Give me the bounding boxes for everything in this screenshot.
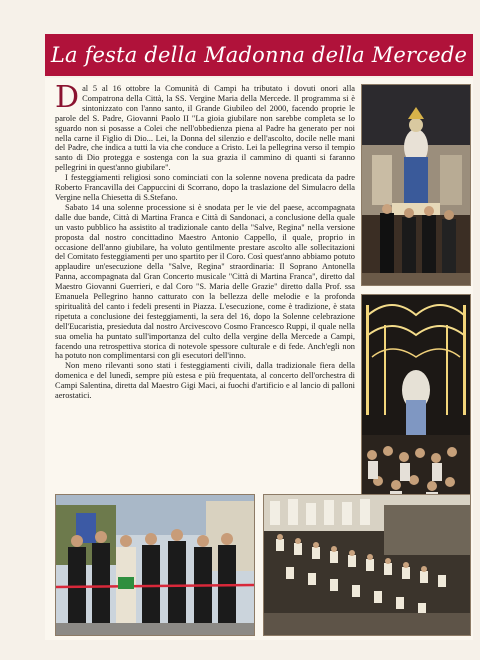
paragraph-3: Sabato 14 una solenne processione si è snodata per le vie del paese, accompagnata dalle due bande, Città di Martina Franca e Città di Sandonaci, a conclusione della quale un vasto pubblico ha assistito al tradizionale canto della "Salve, Regina" nella versione proposta dal nostro concittadino Maestro Antonio Cappello, il quale, proprio in occasione dell'anno giubilare, ha voluto gentilmente prestare ascolto alle sollecitazioni del Comitato festeggiamenti per uno spartito per il Coro. Così quest'anno abbiamo potuto applaudire un'esecuzione della "Salve, Regina" straordinaria: Il Soprano Antonella Panna, accompagnata dal Gran Concerto musicale "Città di Martina Franca", diretto dal Maestro Giovanni Guerrieri, e dal Coro "S. Maria delle Grazie" diretto dalla Prof. ssa Emanuela Pellegrino hanno catturato con la bellezza delle melodie e la profonda spiritualità del canto i fedeli presenti in Piazza. L'esecuzione, come è tradizione, è stata ripetuta a conclusione dei festeggiamenti, la sera del 16, dopo la Solenne celebrazione dell'Eucaristia, presieduta dal nostro Arcivescovo Cosmo Francesco Ruppi, il quale nella sua omelia ha puntato sull'importanza del culto della vergine della Mercede a Campi, facendo una retrospettiva storica di notevole spessore culturale e di fede. Anch'egli non ha potuto non complimentarsi con gli esecutori dell'inno. — [55, 202, 355, 361]
procession-image — [362, 85, 470, 285]
concert-image — [264, 495, 470, 635]
paragraph-2: I festeggiamenti religiosi sono cominciati con la solenne novena predicata da padre Roberto Francavilla dei Cappuccini di Scorrano, dopo la traslazione del Simulacro della Vergine nella Chiesetta di S.Stefano. — [55, 173, 355, 202]
content-area — [45, 78, 473, 640]
procession-photo — [361, 84, 471, 286]
ribbon-cutting-image — [56, 495, 254, 635]
paragraph-1 — [55, 84, 355, 173]
ribbon-cutting-photo — [55, 494, 255, 636]
paragraph-4: Non meno rilevanti sono stati i festeggiamenti civili, dalla tradizionale fiera della domenica e del lunedì, sempre più estesa e più frequentata, al concerto dell'orchestra di Campi Salentina, diretta dal Maestro Gigi Maci, ai fuochi d'artificio e al lancio di palloni aerostatici. — [55, 361, 355, 401]
drop-cap: D — [55, 84, 80, 115]
concert-photo — [263, 494, 471, 636]
paragraph-1-text: al 5 al 16 ottobre la Comunità di Campi ha tributato i dovuti onori alla Compatrona della Città, la SS. Vergine Maria della Mercede. Il programma si è sintonizzato con l'anno santo, il Grande Giubileo del 2000, facendo proprie le parole del S. Padre, Giovanni Paolo II "La gioia giubilare non sarebbe completa se lo sguardo non si posasse a Colei che nell'obbedienza piena al Padre ha generato per noi nella carne il Figlio di Dio... Lei, la Donna del silenzio e dell'ascolto, docile nelle mani del Padre, che indica a tutti la via che conduce a Cristo. Lei la pellegrina verso il tempio santo di Dio protegga e sostenga con la sua grazia il cammino di quanti si faranno pellegrini in quest'anno giubilare". — [55, 84, 355, 173]
article-title: La festa della Madonna della Mercede — [50, 43, 468, 67]
title-banner — [45, 34, 473, 76]
